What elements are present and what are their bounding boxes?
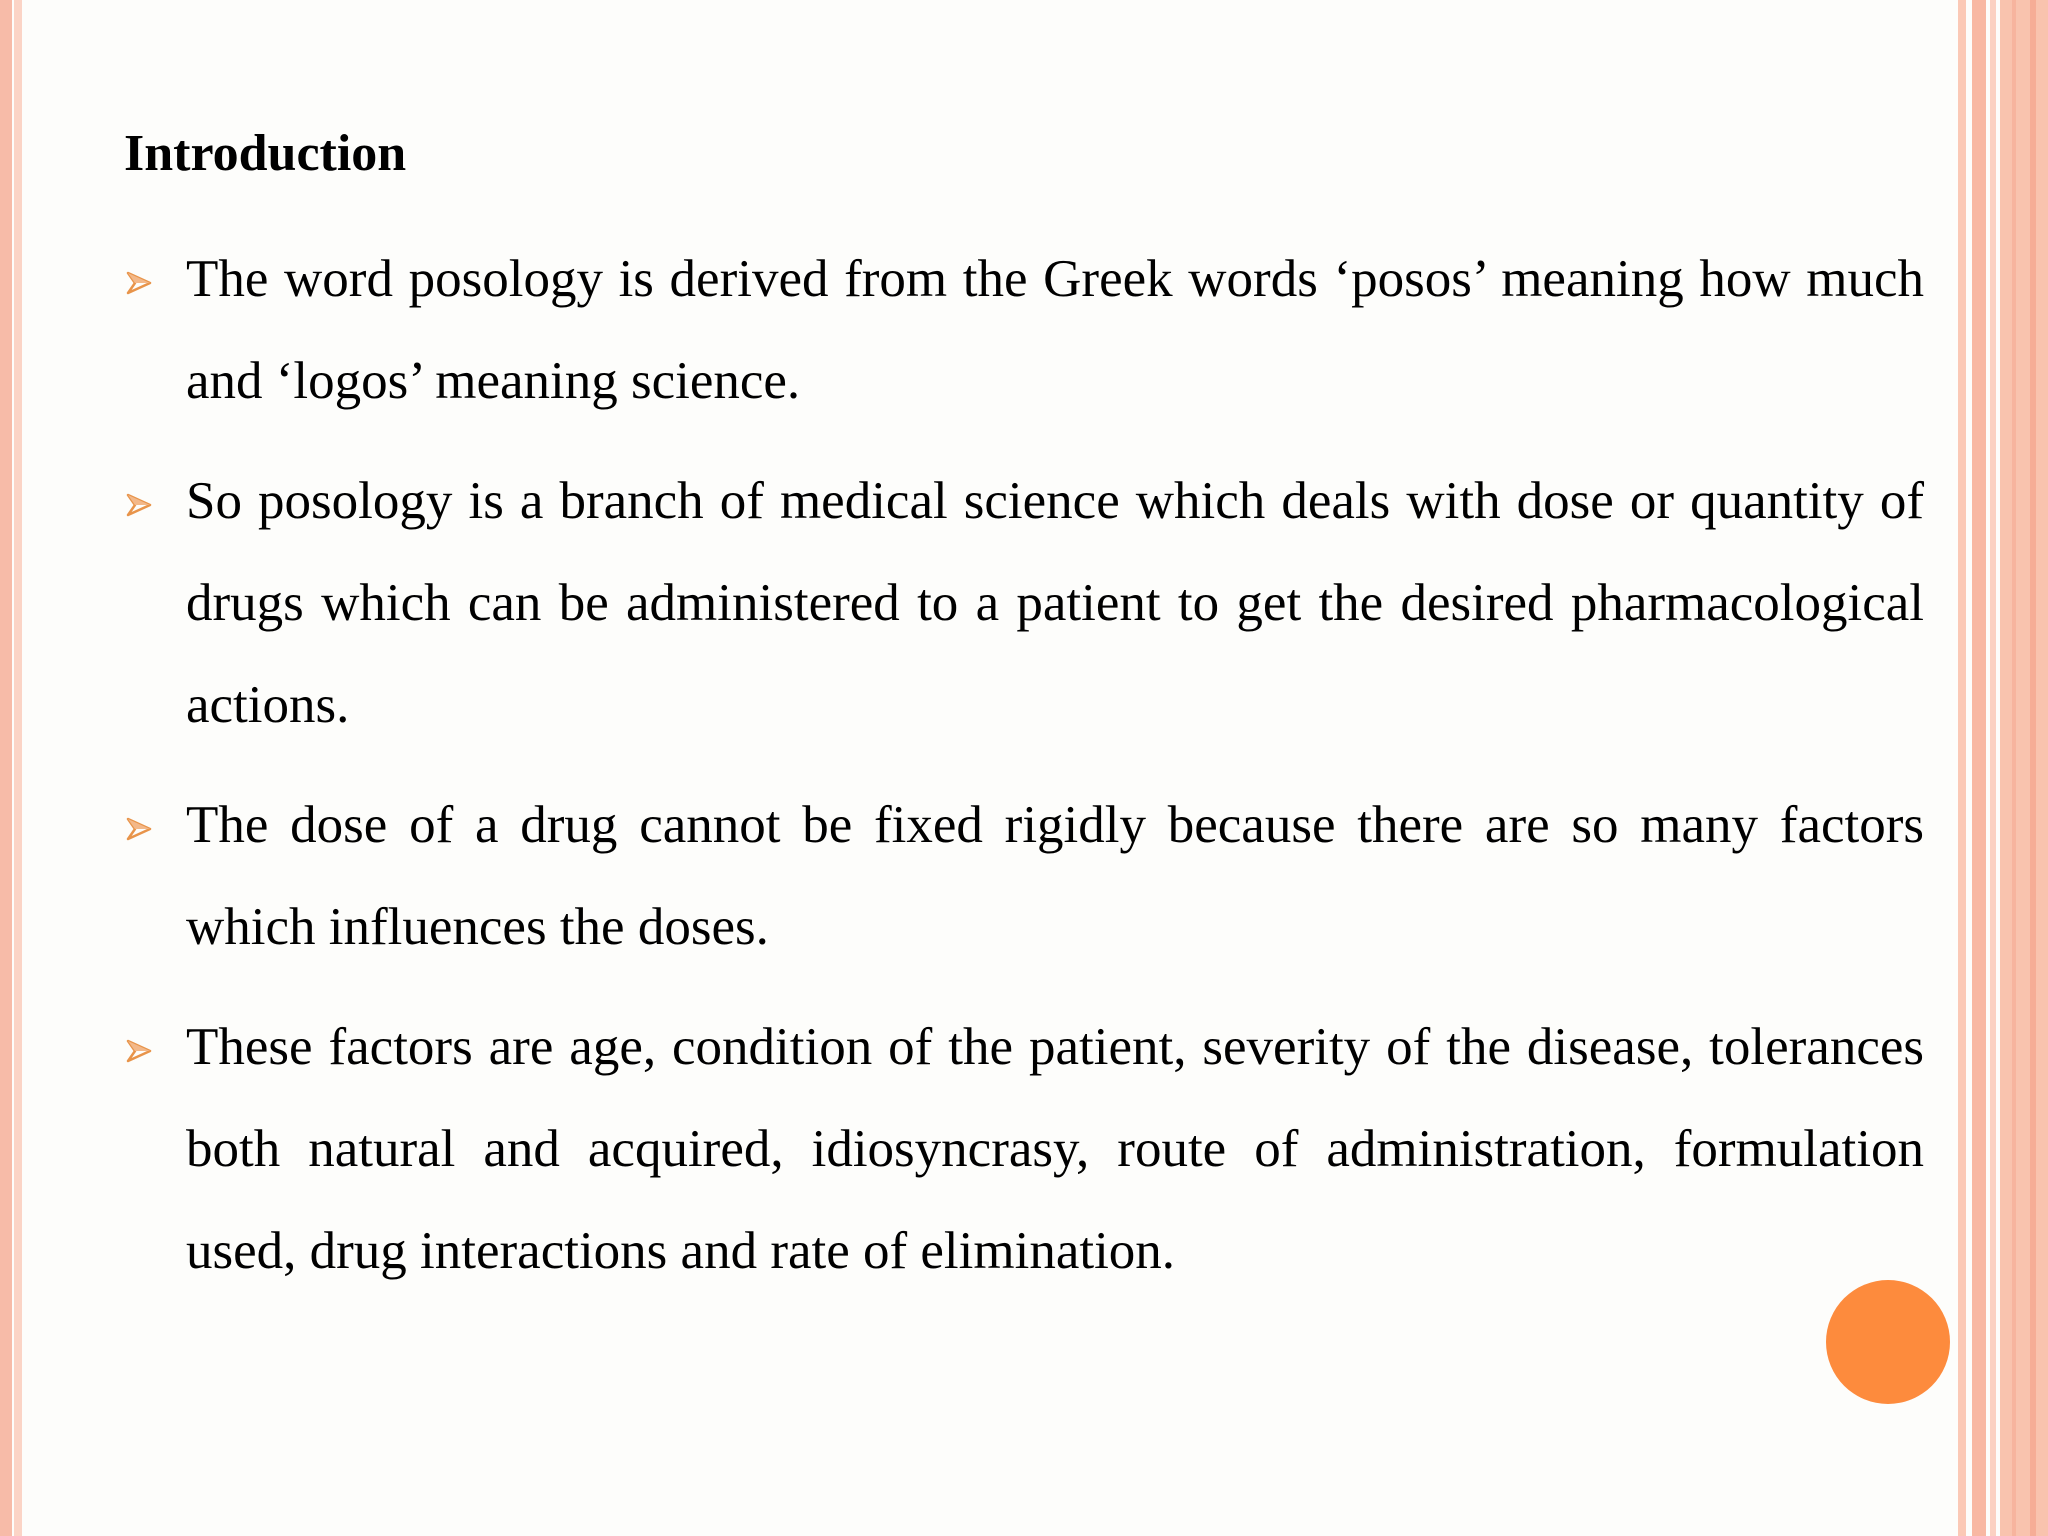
bullet-item [124,228,1924,432]
bullet-text: These factors are age, condition of the patient, severity of the disease, tolerances both natural and acquired, idiosyncrasy, route of administration, formulation used, drug interactions and rate of elimination. [186,1018,1924,1280]
arrowhead-bullet-icon [126,817,152,841]
right-border-stripe [2030,0,2036,1536]
arrowhead-bullet-icon [126,1039,152,1063]
right-border-stripe [2000,0,2048,1536]
right-border-stripe [2012,0,2016,1536]
left-border-stripe-inner [14,0,22,1536]
bullet-text: The dose of a drug cannot be fixed rigidly because there are so many factors which influences the doses. [186,796,1924,956]
arrowhead-bullet-icon [126,271,152,295]
bullet-text: The word posology is derived from the Greek words ‘posos’ meaning how much and ‘logos’ meaning science. [186,250,1924,410]
left-border-stripe [0,0,12,1536]
bullet-item [124,450,1924,756]
bullet-item [124,996,1924,1302]
orange-circle-decoration [1826,1280,1950,1404]
bullet-item [124,774,1924,978]
bullet-text: So posology is a branch of medical science which deals with dose or quantity of drugs which can be administered to a patient to get the desired pharmacological actions. [186,472,1924,734]
bullet-list [124,228,1924,1320]
slide-heading: Introduction [124,125,407,182]
right-border-stripe [1990,0,1996,1536]
right-border-stripe [1972,0,1986,1536]
arrowhead-bullet-icon [126,493,152,517]
right-border-stripe [1958,0,1966,1536]
